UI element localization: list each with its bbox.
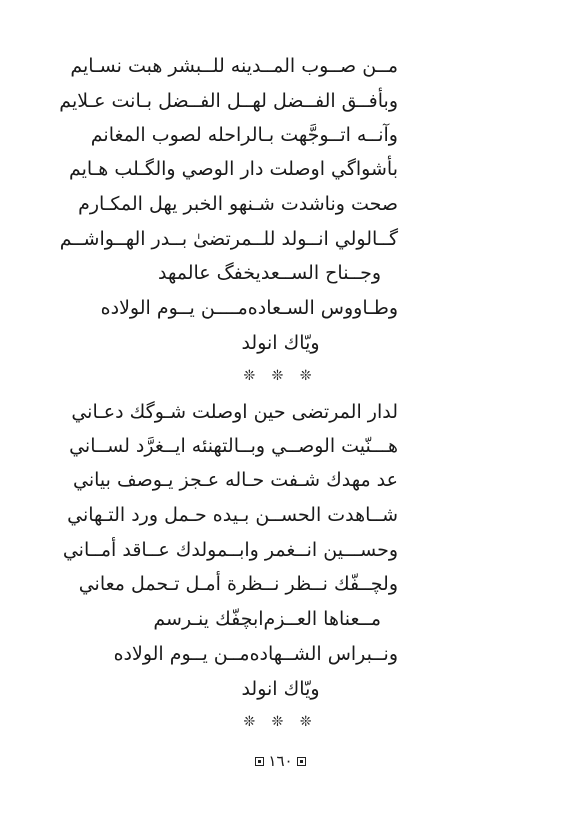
verse-line: عد مهدك شـفت حـاله عـجز يـوصف بياني <box>72 469 398 491</box>
verse-line: هـــنّيت الوصــي وبــالتهنئه ايــغرَّد لســاني <box>69 435 398 457</box>
chorus-hemistich-left: مــن يــوم الولاده <box>113 643 250 665</box>
verse-line: وبأفــق الفــضل لهــل الفــضل بـانت عـلايم <box>59 90 398 112</box>
verse-line: وحســـين انــغمر وابــمولدك عــاقد أمــاني <box>62 539 398 561</box>
chorus-hemistich-left: مــــن يــوم الولاده <box>100 297 248 319</box>
verse-line: وآنــه اتــوجَّهت بـالراحله لصوب المغانم <box>90 124 398 146</box>
chorus-hemistich-right: وجــناح الســعد <box>260 262 381 284</box>
page-number <box>0 752 561 770</box>
chorus-refrain: ويّاك انولد <box>241 332 320 354</box>
verse-line: مــن صــوب المــدينه للــبشر هبت نسـايم <box>70 55 398 77</box>
chorus-row <box>113 641 398 667</box>
chorus-row <box>100 295 398 321</box>
stanza-separator: ❊ ❊ ❊ <box>243 714 318 730</box>
square-ornament-icon <box>255 757 264 766</box>
chorus-hemistich-left: ابچفّك ينـرسم <box>153 608 264 630</box>
chorus-hemistich-left: يخفگ عالمهد <box>157 262 261 284</box>
verse-line: صحت وناشدت شـنهو الخبر يهل المكـارم <box>78 193 398 215</box>
chorus-row <box>157 260 381 286</box>
chorus-hemistich-right: ونــبراس الشــهاده <box>249 643 398 665</box>
verse-line: شــاهدت الحســن بـيده حـمل ورد التـهاني <box>67 504 398 526</box>
verse-line: بأشواگي اوصلت دار الوصي والگـلب هـايم <box>68 158 398 180</box>
chorus-refrain: ويّاك انولد <box>241 678 320 700</box>
verse-line: لدار المرتضى حين اوصلت شـوگك دعـاني <box>71 401 398 423</box>
square-ornament-icon <box>297 757 306 766</box>
chorus-hemistich-right: مــعناها العــزم <box>263 608 381 630</box>
stanza-separator: ❊ ❊ ❊ <box>243 368 318 384</box>
chorus-row <box>153 606 381 632</box>
verse-line: ولچــفّك نــظر نــظرة أمـل تـحمل معاني <box>78 573 398 595</box>
chorus-hemistich-right: وطـاووس السـعاده <box>247 297 398 319</box>
page-number-text: ١٦٠ <box>268 752 293 770</box>
verse-line: گــالولي انــولد للــمرتضىٰ بــدر الهــواشــم <box>59 228 398 250</box>
